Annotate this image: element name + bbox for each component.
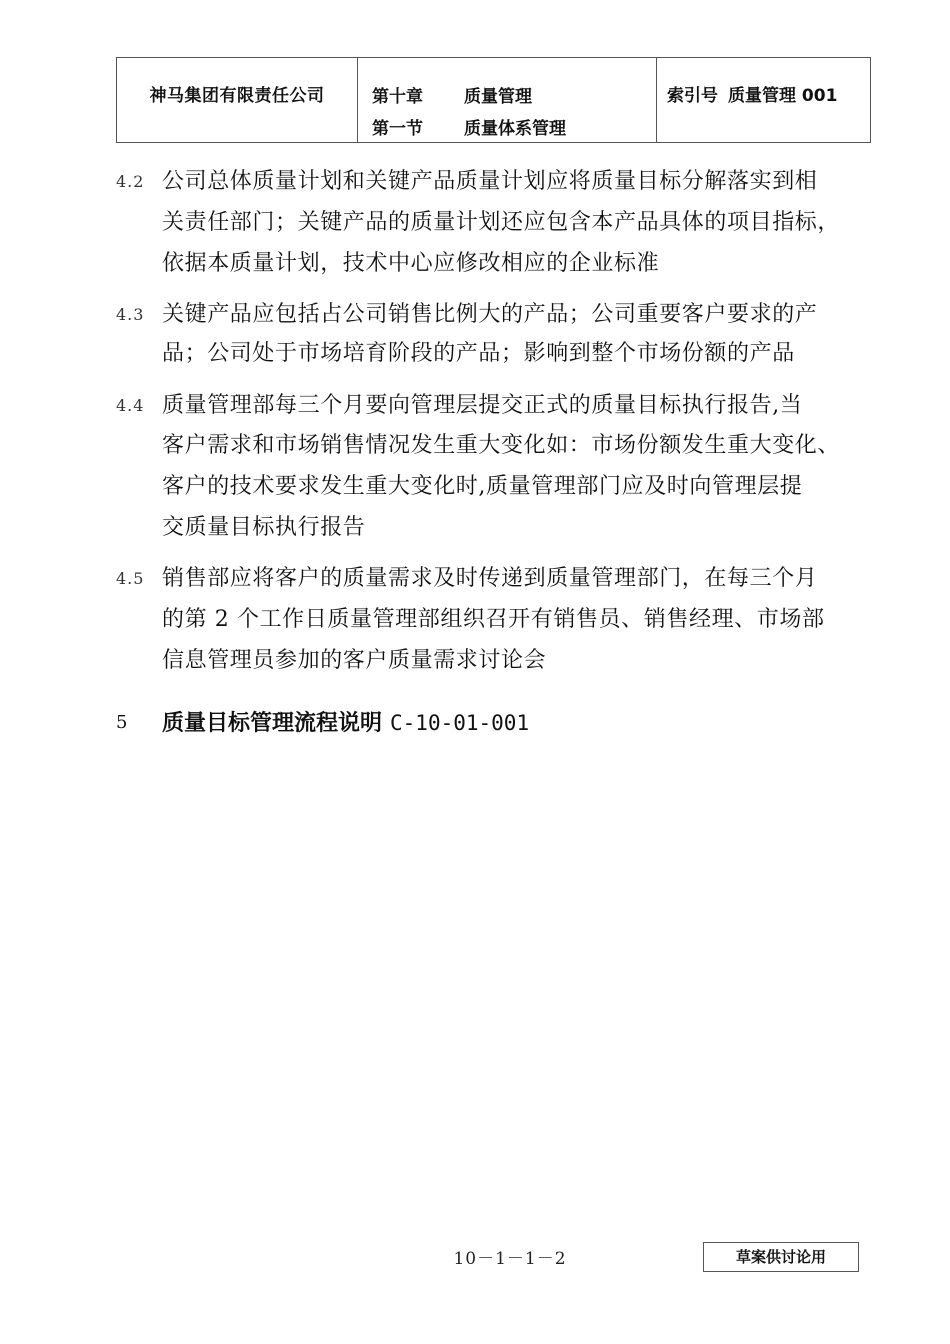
paragraph-line: 信息管理员参加的客户质量需求讨论会 [162, 648, 547, 673]
paragraph-line: 公司总体质量计划和关键产品质量计划应将质量目标分解落实到相 [162, 169, 818, 194]
chapter-number: 第十章 [372, 86, 423, 107]
section-title [162, 703, 529, 744]
index-cell [657, 58, 871, 143]
paragraph-number: 4.4 [116, 396, 145, 415]
paragraph-line: 客户需求和市场销售情况发生重大变化如：市场份额发生重大变化、 [162, 433, 841, 458]
chapter-cell [358, 58, 657, 143]
chapter-title: 质量管理 [464, 86, 532, 107]
paragraph-line: 客户的技术要求发生重大变化时,质量管理部门应及时向管理层提 [162, 474, 803, 499]
paragraph-line: 质量管理部每三个月要向管理层提交正式的质量目标执行报告,当 [162, 393, 803, 418]
paragraph-line: 依据本质量计划，技术中心应修改相应的企业标准 [162, 251, 660, 276]
section-number: 5 [116, 712, 128, 733]
section-5-heading [116, 703, 816, 743]
document-header-table [116, 57, 871, 143]
paragraph-line: 关键产品应包括占公司销售比例大的产品；公司重要客户要求的产 [162, 302, 818, 327]
page-number: 10－1－1－2 [453, 1249, 567, 1269]
section-title: 质量体系管理 [464, 118, 566, 139]
index-value: 质量管理 001 [728, 86, 838, 106]
paragraph-4-5 [116, 559, 876, 679]
paragraph-line: 销售部应将客户的质量需求及时传递到质量管理部门，在每三个月 [162, 566, 818, 591]
paragraph-number: 4.5 [116, 569, 145, 588]
company-cell [117, 58, 358, 143]
paragraph-4-3 [116, 295, 876, 375]
index-label: 索引号 [667, 86, 718, 106]
paragraph-line: 交质量目标执行报告 [162, 515, 366, 540]
section-title-text: 质量目标管理流程说明 [162, 711, 383, 736]
flow-code: C-10-01-001 [390, 711, 530, 735]
draft-label: 草案供讨论用 [703, 1242, 859, 1272]
paragraph-number: 4.3 [116, 305, 145, 324]
paragraph-line: 关责任部门；关键产品的质量计划还应包含本产品具体的项目指标， [162, 210, 841, 235]
index-line [657, 81, 870, 106]
paragraph-4-2 [116, 162, 876, 282]
chapter-line [358, 78, 656, 110]
paragraph-line: 品；公司处于市场培育阶段的产品；影响到整个市场份额的产品 [162, 341, 795, 366]
section-number: 第一节 [372, 118, 423, 139]
paragraph-4-4 [116, 386, 876, 546]
section-line [358, 110, 656, 142]
paragraph-number: 4.2 [116, 172, 145, 191]
paragraph-line: 的第 2 个工作日质量管理部组织召开有销售员、销售经理、市场部 [162, 607, 825, 632]
company-name: 神马集团有限责任公司 [149, 86, 325, 106]
